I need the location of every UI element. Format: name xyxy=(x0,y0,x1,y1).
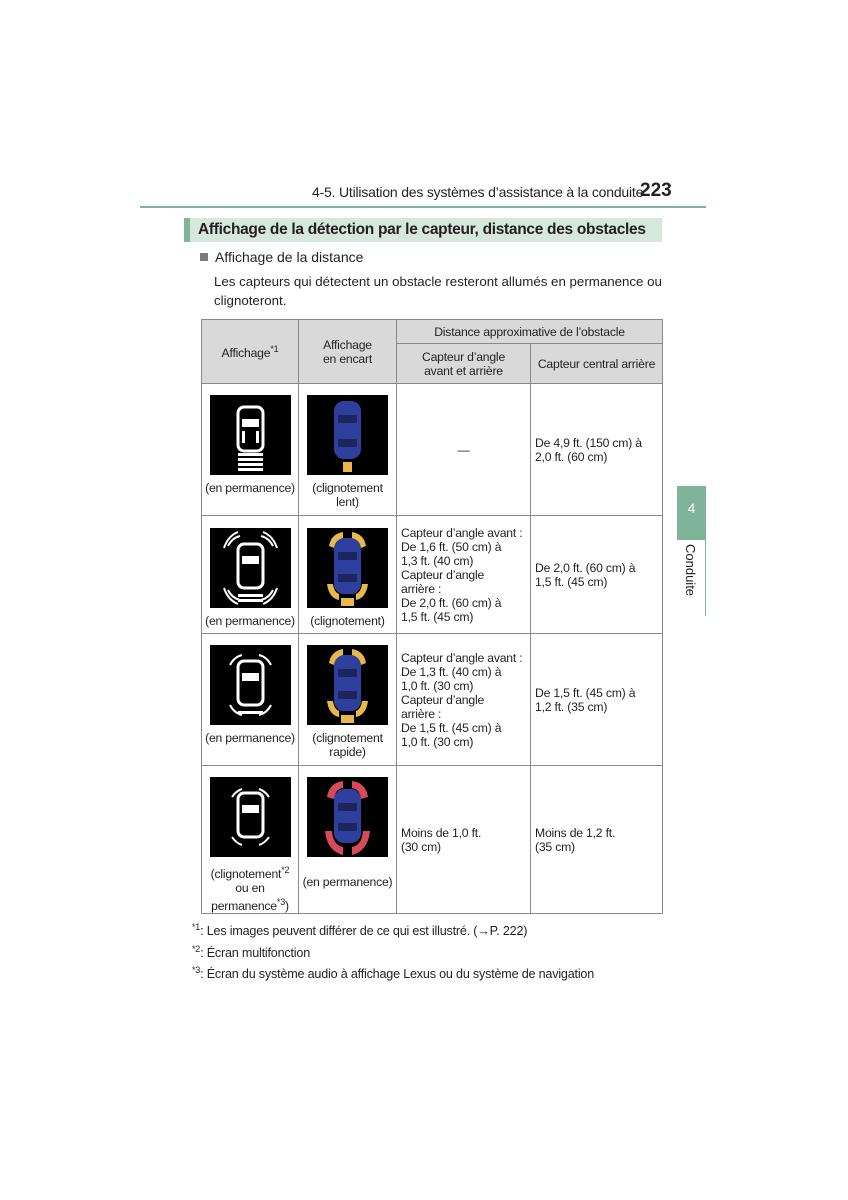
footnote: $^{*1}$: Les images peuvent différer de ce qui est illustré. (→P. 222) xyxy=(192,922,528,939)
display-label: (en permanence) xyxy=(205,614,295,628)
inset-label: (clignotement) xyxy=(310,614,385,628)
header-display: Affichage$^{*1}$ xyxy=(202,320,299,384)
white-car-outline-icon xyxy=(210,777,291,857)
blue-car-icon xyxy=(307,777,388,857)
blue-car-icon xyxy=(307,395,388,475)
inset-cell xyxy=(299,516,397,634)
inset-cell xyxy=(299,766,397,914)
table-row xyxy=(202,766,663,914)
inset-cell xyxy=(299,634,397,766)
distance-table xyxy=(201,319,663,914)
chapter-tab-rule xyxy=(705,540,706,616)
center-distance-cell: De 2,0 ft. (60 cm) à 1,5 ft. (45 cm) xyxy=(531,516,663,634)
subsection-title: Affichage de la distance xyxy=(215,249,364,265)
corner-distance-cell: Capteur d’angle avant : De 1,3 ft. (40 cm) à 1,0 ft. (30 cm) Capteur d’angle arrière : De 1,5 ft. (45 cm) à 1,0 ft. (30 cm) xyxy=(397,634,531,766)
display-cell xyxy=(202,516,299,634)
table-row xyxy=(202,516,663,634)
header-center-rear-sensor: Capteur central arrière xyxy=(531,344,663,384)
center-distance-cell: De 1,5 ft. (45 cm) à 1,2 ft. (35 cm) xyxy=(531,634,663,766)
blue-car-icon xyxy=(307,645,388,725)
page-number: 223 xyxy=(640,180,672,201)
inset-label: (clignotement lent) xyxy=(312,481,383,509)
display-cell xyxy=(202,766,299,914)
display-label: (en permanence) xyxy=(205,731,295,745)
section-title: Affichage de la détection par le capteur, distance des obstacles xyxy=(198,221,646,238)
square-bullet-icon xyxy=(200,253,208,261)
inset-cell xyxy=(299,384,397,516)
table-row xyxy=(202,634,663,766)
center-distance-cell: Moins de 1,2 ft. (35 cm) xyxy=(531,766,663,914)
blue-car-icon xyxy=(307,528,388,608)
inset-label: (en permanence) xyxy=(302,875,393,889)
chapter-tab[interactable]: 4 xyxy=(677,486,706,540)
white-car-outline-icon xyxy=(210,528,291,608)
header-rule xyxy=(140,206,706,208)
corner-distance-cell: Moins de 1,0 ft. (30 cm) xyxy=(397,766,531,914)
header-corner-sensor: Capteur d’angle avant et arrière xyxy=(397,344,531,384)
white-car-outline-icon xyxy=(210,645,291,725)
display-label: (clignotement$^{*2}$ ou en permanence$^{*3}$) xyxy=(210,865,290,914)
display-label: (en permanence) xyxy=(205,481,295,495)
table-row xyxy=(202,384,663,516)
center-distance-cell: De 4,9 ft. (150 cm) à 2,0 ft. (60 cm) xyxy=(531,384,663,516)
header-approx-distance: Distance approximative de l’obstacle xyxy=(397,320,663,344)
inset-label: (clignotement rapide) xyxy=(312,731,383,759)
corner-distance-cell: — xyxy=(397,384,531,516)
header-inset: Affichage en encart xyxy=(299,320,397,384)
intro-paragraph: Les capteurs qui détectent un obstacle resteront allumés en permanence ou clignoteront. xyxy=(214,274,662,308)
footnote: $^{*2}$: Écran multifonction xyxy=(192,944,311,961)
corner-distance-cell: Capteur d’angle avant : De 1,6 ft. (50 cm) à 1,3 ft. (40 cm) Capteur d’angle arrière : De 2,0 ft. (60 cm) à 1,5 ft. (45 cm) xyxy=(397,516,531,634)
display-cell xyxy=(202,634,299,766)
footnote: $^{*3}$: Écran du système audio à affichage Lexus ou du système de navigation xyxy=(192,965,595,982)
chapter-tab-label: Conduite xyxy=(683,544,698,597)
white-car-outline-icon xyxy=(210,395,291,475)
chapter-title: 4-5. Utilisation des systèmes d’assistance à la conduite xyxy=(312,184,644,200)
display-cell xyxy=(202,384,299,516)
